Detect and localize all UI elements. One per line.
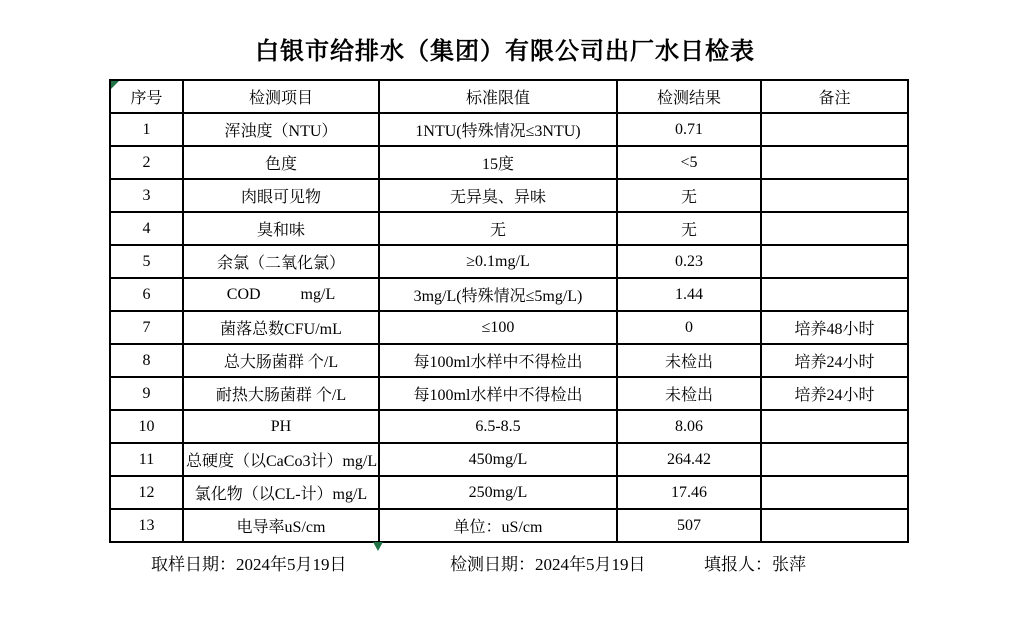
cell-serial: 10 (110, 410, 183, 443)
table-row (110, 476, 908, 509)
cell-result: 无 (617, 179, 761, 212)
cell-item: 耐热大肠菌群 个/L (183, 377, 379, 410)
sample-date: 取样日期：2024年5月19日 (151, 555, 347, 574)
cell-result: 264.42 (617, 443, 761, 476)
cell-remark: 培养48小时 (761, 311, 908, 344)
table-row (110, 311, 908, 344)
cell-serial: 8 (110, 344, 183, 377)
header-limit: 标准限值 (379, 80, 617, 113)
cell-result: <5 (617, 146, 761, 179)
header-result: 检测结果 (617, 80, 761, 113)
page-title: 白银市给排水（集团）有限公司出厂水日检表 (255, 39, 755, 65)
cell-serial: 3 (110, 179, 183, 212)
cell-limit: 1NTU(特殊情况≤3NTU) (379, 113, 617, 146)
cell-limit: 单位：uS/cm (379, 509, 617, 542)
table-row (110, 509, 908, 542)
daily-inspection-table (109, 79, 909, 543)
cell-item: 臭和味 (183, 212, 379, 245)
cell-serial: 13 (110, 509, 183, 542)
test-date: 检测日期：2024年5月19日 (450, 555, 646, 574)
table-row (110, 179, 908, 212)
cell-limit: ≥0.1mg/L (379, 245, 617, 278)
cell-limit: ≤100 (379, 311, 617, 344)
cell-limit: 450mg/L (379, 443, 617, 476)
cell-remark (761, 179, 908, 212)
cell-item: 色度 (183, 146, 379, 179)
cell-remark (761, 509, 908, 542)
cell-serial: 11 (110, 443, 183, 476)
reporter: 填报人：张萍 (704, 555, 806, 574)
cell-limit: 3mg/L(特殊情况≤5mg/L) (379, 278, 617, 311)
green-triangle-marker-icon (373, 542, 383, 551)
cell-result: 无 (617, 212, 761, 245)
cell-item: 总大肠菌群 个/L (183, 344, 379, 377)
cell-result: 507 (617, 509, 761, 542)
cell-serial: 6 (110, 278, 183, 311)
header-item: 检测项目 (183, 80, 379, 113)
cell-remark (761, 476, 908, 509)
cell-serial: 4 (110, 212, 183, 245)
table-row (110, 410, 908, 443)
cell-serial: 7 (110, 311, 183, 344)
cell-remark (761, 212, 908, 245)
header-serial-label: 序号 (130, 90, 163, 107)
cell-remark (761, 146, 908, 179)
cell-remark (761, 443, 908, 476)
cell-item: COD mg/L (183, 278, 379, 311)
cell-serial: 2 (110, 146, 183, 179)
cell-limit: 250mg/L (379, 476, 617, 509)
cell-result: 未检出 (617, 377, 761, 410)
cell-remark (761, 245, 908, 278)
cell-serial: 9 (110, 377, 183, 410)
cell-result: 0.23 (617, 245, 761, 278)
cell-serial: 1 (110, 113, 183, 146)
table-row (110, 377, 908, 410)
cell-item: 氯化物（以CL-计）mg/L (183, 476, 379, 509)
cell-item: 电导率uS/cm (183, 509, 379, 542)
cell-serial: 12 (110, 476, 183, 509)
header-serial (110, 80, 183, 113)
cell-remark: 培养24小时 (761, 344, 908, 377)
table-row (110, 443, 908, 476)
cell-result: 8.06 (617, 410, 761, 443)
table-row (110, 146, 908, 179)
cell-remark: 培养24小时 (761, 377, 908, 410)
cell-remark (761, 113, 908, 146)
table-row (110, 245, 908, 278)
header-remark: 备注 (761, 80, 908, 113)
cell-result: 17.46 (617, 476, 761, 509)
table-row (110, 113, 908, 146)
cell-item: PH (183, 410, 379, 443)
cell-limit: 无 (379, 212, 617, 245)
cell-remark (761, 278, 908, 311)
cell-limit: 15度 (379, 146, 617, 179)
cell-result: 1.44 (617, 278, 761, 311)
excel-error-indicator-icon (111, 81, 119, 89)
cell-item: 浑浊度（NTU） (183, 113, 379, 146)
cell-item: 总硬度（以CaCo3计）mg/L (183, 443, 379, 476)
table-row (110, 212, 908, 245)
cell-result: 0.71 (617, 113, 761, 146)
header-row (110, 80, 908, 113)
cell-limit: 每100ml水样中不得检出 (379, 377, 617, 410)
table-row (110, 344, 908, 377)
cell-limit: 每100ml水样中不得检出 (379, 344, 617, 377)
cell-item: 余氯（二氧化氯） (183, 245, 379, 278)
cell-result: 0 (617, 311, 761, 344)
table-row (110, 278, 908, 311)
cell-item: 菌落总数CFU/mL (183, 311, 379, 344)
cell-serial: 5 (110, 245, 183, 278)
cell-remark (761, 410, 908, 443)
cell-item: 肉眼可见物 (183, 179, 379, 212)
cell-limit: 6.5-8.5 (379, 410, 617, 443)
cell-result: 未检出 (617, 344, 761, 377)
cell-limit: 无异臭、异味 (379, 179, 617, 212)
